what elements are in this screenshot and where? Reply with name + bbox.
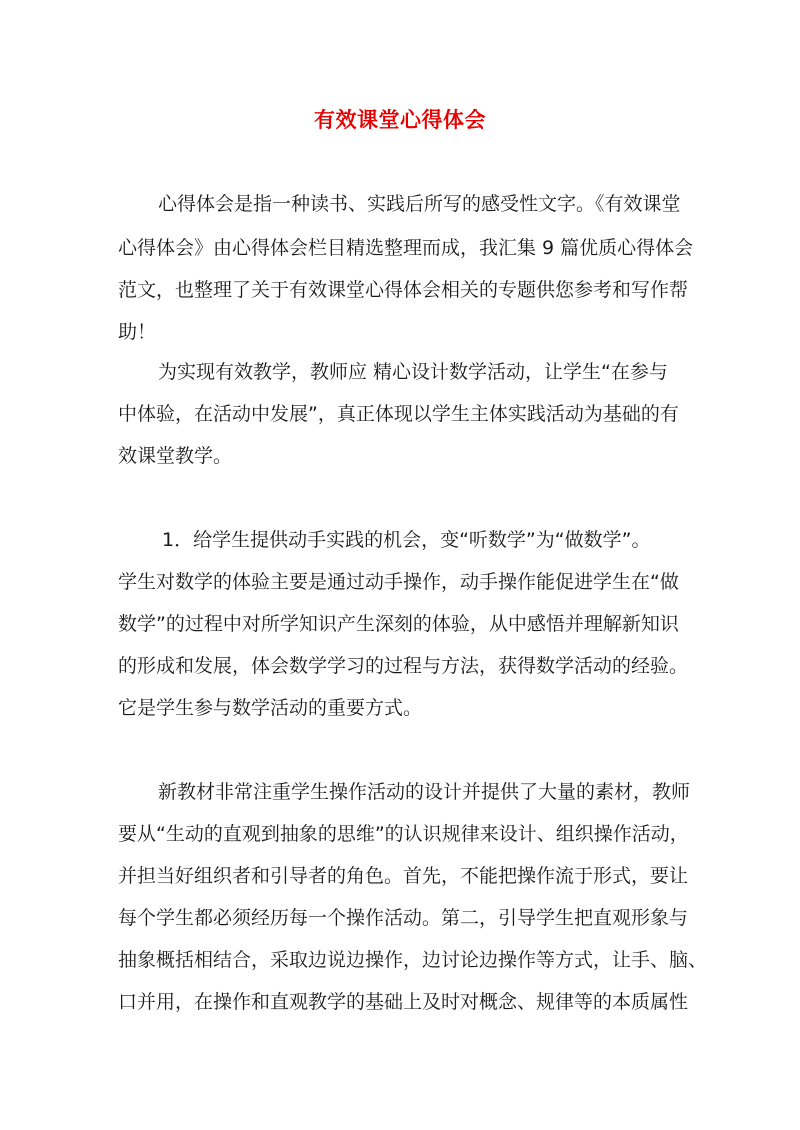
- paragraph-2-line-3: 效课堂教学。: [118, 445, 233, 467]
- paragraph-1-line-3: 范文，也整理了关于有效课堂心得体会相关的专题供您参考和写作帮: [118, 279, 689, 301]
- paragraph-3-line-2: 学生对数学的体验主要是通过动手操作，动手操作能促进学生在“做: [118, 571, 679, 593]
- paragraph-4-line-1: 新教材非常注重学生操作活动的设计并提供了大量的素材，教师: [158, 781, 691, 803]
- paragraph-4-line-6: 口并用，在操作和直观教学的基础上及时对概念、规律等的本质属性: [118, 991, 689, 1013]
- paragraph-2-line-1: 为实现有效教学，教师应 精心设计数学活动，让学生“在参与: [158, 361, 668, 383]
- paragraph-1-line-1: 心得体会是指一种读书、实践后所写的感受性文字。《有效课堂: [158, 193, 681, 215]
- paragraph-3-line-5: 它是学生参与数学活动的重要方式。: [118, 697, 423, 719]
- paragraph-4-line-2: 要从“生动的直观到抽象的思维”的认识规律来设计、组织操作活动，: [118, 823, 689, 845]
- paragraph-4-line-5: 抽象概括相结合，采取边说边操作，边讨论边操作等方式，让手、脑、: [118, 949, 708, 971]
- paragraph-4-line-4: 每个学生都必须经历每一个操作活动。第二，引导学生把直观形象与: [118, 907, 689, 929]
- paragraph-2-line-2: 中体验，在活动中发展”，真正体现以学生主体实践活动为基础的有: [118, 403, 679, 425]
- document-title: 有效课堂心得体会: [314, 108, 486, 132]
- paragraph-4-line-3: 并担当好组织者和引导者的角色。首先，不能把操作流于形式，要让: [118, 865, 689, 887]
- paragraph-1-line-4: 助！: [118, 321, 157, 343]
- paragraph-3-line-3: 数学”的过程中对所学知识产生深刻的体验，从中感悟并理解新知识: [118, 613, 679, 635]
- paragraph-1-line-2: 心得体会》由心得体会栏目精选整理而成，我汇集 9 篇优质心得体会: [118, 237, 694, 259]
- paragraph-3-line-1: 1．给学生提供动手实践的机会，变“听数学”为“做数学”。: [162, 529, 651, 551]
- paragraph-3-line-4: 的形成和发展，体会数学学习的过程与方法，获得数学活动的经验。: [118, 655, 689, 677]
